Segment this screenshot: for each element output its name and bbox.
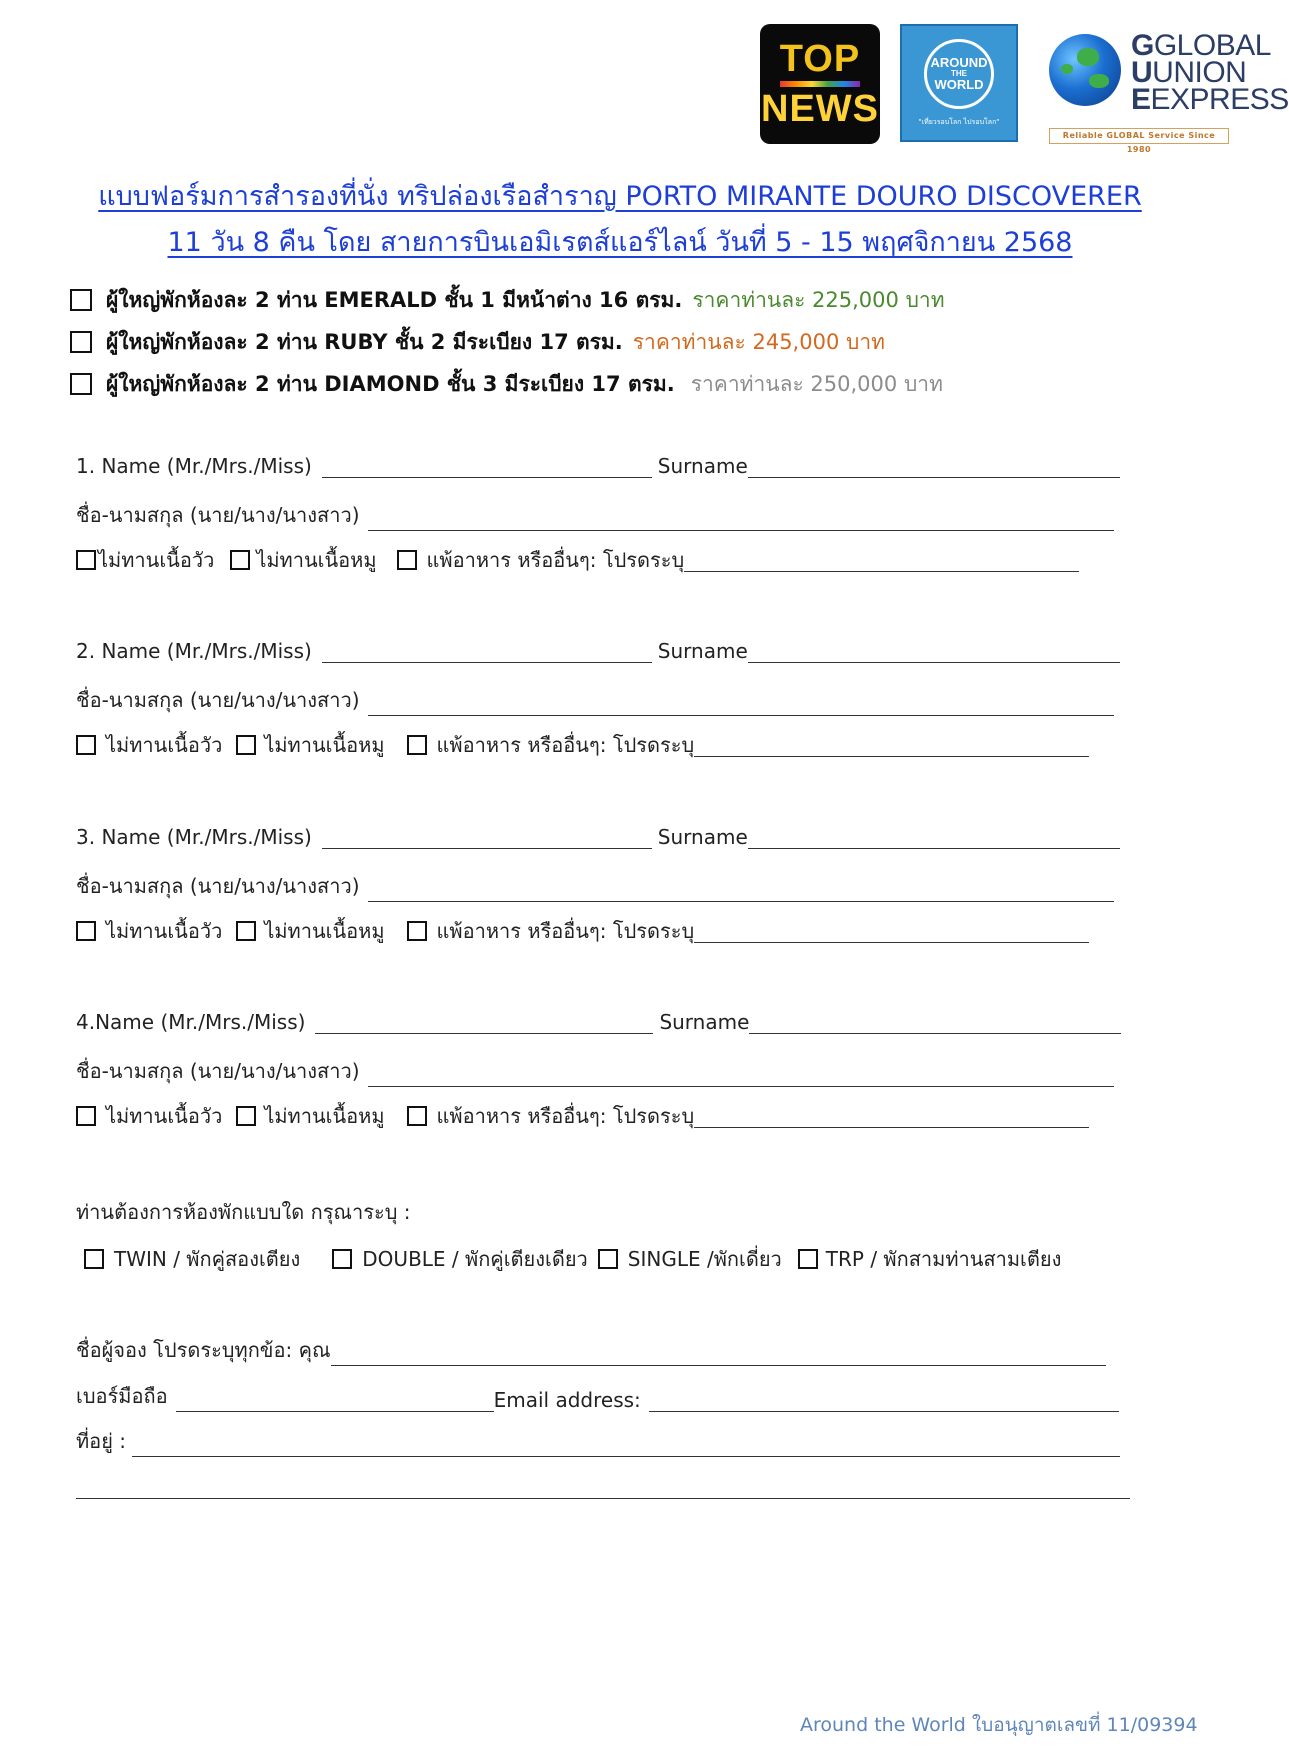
room-option-price: ราคาท่านละ 250,000 บาท bbox=[690, 371, 943, 396]
global-union-express-logo bbox=[1045, 28, 1289, 154]
other-diet-label: แพ้อาหาร หรืออื่นๆ: โปรดระบุ bbox=[426, 548, 685, 572]
room-option-price: ราคาท่านละ 245,000 บาท bbox=[632, 329, 885, 354]
no-pork-checkbox[interactable] bbox=[236, 921, 256, 941]
other-diet-input-line[interactable] bbox=[684, 549, 1079, 572]
thai-name-input-line[interactable] bbox=[368, 693, 1114, 716]
surname-label: Surname bbox=[659, 1010, 750, 1034]
no-pork-label: ไม่ทานเนื้อหมู bbox=[256, 548, 377, 572]
no-beef-label: ไม่ทานเนื้อวัว bbox=[106, 919, 223, 943]
thai-name-input-line[interactable] bbox=[368, 508, 1114, 531]
no-beef-label: ไม่ทานเนื้อวัว bbox=[106, 1104, 223, 1128]
booker-name-row bbox=[76, 1334, 1106, 1366]
room-option-desc: ผู้ใหญ่พักห้องละ 2 ท่าน DIAMOND ชั้น 3 มีระเบียง 17 ตรม. bbox=[106, 371, 675, 396]
room-type-double-label: DOUBLE / พักคู่เตียงเดียว bbox=[362, 1247, 588, 1271]
surname-label: Surname bbox=[657, 825, 748, 849]
passenger-1-name-row bbox=[76, 454, 1120, 478]
room-type-twin-label: TWIN / พักคู่สองเตียง bbox=[114, 1247, 301, 1271]
no-pork-label: ไม่ทานเนื้อหมู bbox=[264, 1104, 385, 1128]
other-diet-input-line[interactable] bbox=[694, 1105, 1089, 1128]
topnews-logo-news: NEWS bbox=[761, 88, 879, 130]
no-pork-checkbox[interactable] bbox=[236, 1106, 256, 1126]
name-label: 4.Name (Mr./Mrs./Miss) bbox=[76, 1010, 306, 1034]
name-label: 2. Name (Mr./Mrs./Miss) bbox=[76, 639, 312, 663]
phone-label: เบอร์มือถือ bbox=[76, 1384, 168, 1408]
topnews-logo bbox=[760, 24, 880, 144]
booker-name-label: ชื่อผู้จอง โปรดระบุทุกข้อ: คุณ bbox=[76, 1338, 331, 1362]
booker-name-input-line[interactable] bbox=[331, 1343, 1106, 1366]
thai-name-label: ชื่อ-นามสกุล (นาย/นาง/นางสาว) bbox=[76, 1059, 360, 1083]
passenger-1-diet-row bbox=[76, 544, 1079, 576]
name-input-line[interactable] bbox=[322, 455, 652, 478]
topnews-logo-top: TOP bbox=[779, 38, 861, 80]
thai-name-label: ชื่อ-นามสกุล (นาย/นาง/นางสาว) bbox=[76, 688, 360, 712]
passenger-4-diet-row bbox=[76, 1100, 1089, 1132]
name-label: 1. Name (Mr./Mrs./Miss) bbox=[76, 454, 312, 478]
room-type-question-label: ท่านต้องการห้องพักแบบใด กรุณาระบุ : bbox=[76, 1200, 411, 1224]
name-label: 3. Name (Mr./Mrs./Miss) bbox=[76, 825, 312, 849]
phone-input-line[interactable] bbox=[176, 1389, 494, 1412]
gue-logo-name: GGLOBAL UUNION EEXPRESS bbox=[1131, 29, 1289, 116]
room-type-trp-checkbox[interactable] bbox=[798, 1249, 818, 1269]
passenger-2-diet-row bbox=[76, 729, 1089, 761]
other-diet-input-line[interactable] bbox=[694, 734, 1089, 757]
booker-address-row bbox=[76, 1425, 1120, 1457]
surname-input-line[interactable] bbox=[748, 826, 1120, 849]
surname-label: Surname bbox=[657, 454, 748, 478]
no-beef-checkbox[interactable] bbox=[76, 1106, 96, 1126]
room-type-double-checkbox[interactable] bbox=[332, 1249, 352, 1269]
room-option-emerald bbox=[70, 283, 945, 317]
no-pork-checkbox[interactable] bbox=[236, 735, 256, 755]
no-pork-checkbox[interactable] bbox=[230, 550, 250, 570]
thai-name-input-line[interactable] bbox=[368, 879, 1114, 902]
room-option-desc: ผู้ใหญ่พักห้องละ 2 ท่าน RUBY ชั้น 2 มีระเบียง 17 ตรม. bbox=[106, 329, 623, 354]
around-the-world-logo bbox=[900, 24, 1018, 142]
other-diet-input-line[interactable] bbox=[694, 920, 1089, 943]
passenger-3-diet-row bbox=[76, 915, 1089, 947]
room-type-single-label: SINGLE /พักเดี่ยว bbox=[627, 1247, 782, 1271]
other-diet-label: แพ้อาหาร หรืออื่นๆ: โปรดระบุ bbox=[436, 733, 695, 757]
email-input-line[interactable] bbox=[649, 1389, 1119, 1412]
atw-logo-around: AROUND bbox=[930, 55, 988, 70]
thai-name-input-line[interactable] bbox=[368, 1064, 1114, 1087]
room-type-question bbox=[76, 1196, 411, 1228]
room-type-twin-checkbox[interactable] bbox=[84, 1249, 104, 1269]
atw-logo-the: THE bbox=[951, 69, 967, 78]
name-input-line[interactable] bbox=[322, 640, 652, 663]
earth-globe-icon bbox=[1049, 34, 1121, 106]
other-diet-checkbox[interactable] bbox=[407, 1106, 427, 1126]
email-label: Email address: bbox=[493, 1388, 641, 1412]
room-option-checkbox[interactable] bbox=[70, 289, 92, 311]
other-diet-checkbox[interactable] bbox=[407, 921, 427, 941]
passenger-3-name-row bbox=[76, 825, 1120, 849]
gue-logo-tagline: Reliable GLOBAL Service Since 1980 bbox=[1049, 128, 1229, 144]
no-pork-label: ไม่ทานเนื้อหมู bbox=[264, 733, 385, 757]
no-beef-checkbox[interactable] bbox=[76, 735, 96, 755]
passenger-2-thai-name-row bbox=[76, 684, 1114, 716]
no-pork-label: ไม่ทานเนื้อหมู bbox=[264, 919, 385, 943]
globe-icon bbox=[924, 39, 994, 109]
passenger-3-thai-name-row bbox=[76, 870, 1114, 902]
surname-label: Surname bbox=[657, 639, 748, 663]
room-option-ruby bbox=[70, 325, 885, 359]
passenger-4-thai-name-row bbox=[76, 1055, 1114, 1087]
license-footer: Around the World ใบอนุญาตเลขที่ 11/09394 bbox=[800, 1714, 1198, 1736]
address-input-line[interactable] bbox=[132, 1434, 1120, 1457]
room-option-diamond bbox=[70, 367, 943, 401]
other-diet-label: แพ้อาหาร หรืออื่นๆ: โปรดระบุ bbox=[436, 919, 695, 943]
topnews-rainbow-bar bbox=[780, 81, 860, 87]
no-beef-checkbox[interactable] bbox=[76, 550, 96, 570]
address-label: ที่อยู่ : bbox=[76, 1429, 127, 1453]
room-option-price: ราคาท่านละ 225,000 บาท bbox=[692, 287, 945, 312]
room-option-checkbox[interactable] bbox=[70, 331, 92, 353]
other-diet-checkbox[interactable] bbox=[407, 735, 427, 755]
atw-logo-tagline: "เที่ยวรอบโลก ไปรอบโลก" bbox=[918, 117, 1000, 126]
thai-name-label: ชื่อ-นามสกุล (นาย/นาง/นางสาว) bbox=[76, 503, 360, 527]
booker-contact-row bbox=[76, 1380, 1119, 1412]
surname-input-line[interactable] bbox=[749, 1011, 1121, 1034]
room-type-trp-label: TRP / พักสามท่านสามเตียง bbox=[825, 1247, 1062, 1271]
room-type-choices bbox=[84, 1243, 1061, 1275]
atw-logo-world: WORLD bbox=[934, 77, 984, 92]
passenger-4-name-row bbox=[76, 1010, 1121, 1034]
address-input-line-2[interactable] bbox=[76, 1498, 1130, 1499]
form-title-line-2: 11 วัน 8 คืน โดย สายการบินเอมิเรตส์แอร์ไลน์ วันที่ 5 - 15 พฤศจิกายน 2568 bbox=[167, 227, 1073, 258]
passenger-1-thai-name-row bbox=[76, 499, 1114, 531]
room-type-single-checkbox[interactable] bbox=[598, 1249, 618, 1269]
no-beef-label: ไม่ทานเนื้อวัว bbox=[98, 548, 215, 572]
form-title-line-1: แบบฟอร์มการสำรองที่นั่ง ทริปล่องเรือสำราญ PORTO MIRANTE DOURO DISCOVERER bbox=[98, 181, 1142, 212]
room-option-desc: ผู้ใหญ่พักห้องละ 2 ท่าน EMERALD ชั้น 1 มีหน้าต่าง 16 ตรม. bbox=[106, 287, 683, 312]
surname-input-line[interactable] bbox=[748, 640, 1120, 663]
room-option-checkbox[interactable] bbox=[70, 373, 92, 395]
passenger-2-name-row bbox=[76, 639, 1120, 663]
surname-input-line[interactable] bbox=[748, 455, 1120, 478]
no-beef-checkbox[interactable] bbox=[76, 921, 96, 941]
thai-name-label: ชื่อ-นามสกุล (นาย/นาง/นางสาว) bbox=[76, 874, 360, 898]
name-input-line[interactable] bbox=[315, 1011, 653, 1034]
other-diet-label: แพ้อาหาร หรืออื่นๆ: โปรดระบุ bbox=[436, 1104, 695, 1128]
other-diet-checkbox[interactable] bbox=[397, 550, 417, 570]
no-beef-label: ไม่ทานเนื้อวัว bbox=[106, 733, 223, 757]
name-input-line[interactable] bbox=[322, 826, 652, 849]
